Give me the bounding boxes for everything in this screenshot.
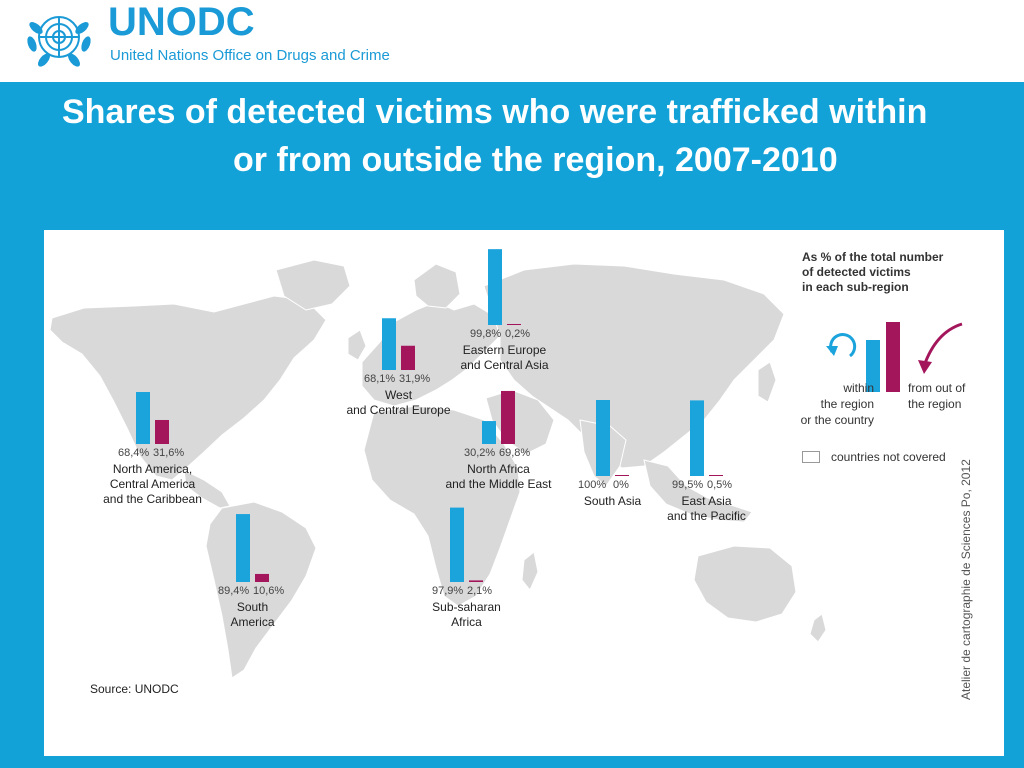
bar-outside [501,391,515,444]
legend-outside-bar [886,322,900,392]
region-name [329,388,469,418]
legend-outside-label [908,380,988,412]
bar-outside [155,420,169,444]
not-covered-label: countries not covered [831,450,946,464]
legend-within-line: the region [820,397,874,411]
legend-within-line: or the country [800,413,874,427]
value-label-within: 30,2% [464,447,496,459]
value-label-within: 99,5% [672,479,704,491]
region-name [434,462,564,492]
region-name-line: West [384,388,413,402]
region-name [208,600,298,630]
value-label-within: 68,4% [118,447,150,459]
bar-within [488,249,502,325]
source-note: Source: UNODC [90,682,179,696]
legend-within-label [764,380,874,428]
new-zealand-landmass [810,614,826,642]
value-label-within: 68,1% [364,373,396,385]
value-label-outside: 31,6% [153,447,185,459]
bar-outside [507,324,521,325]
bar-outside [255,574,269,582]
region-name-line: and the Middle East [445,477,552,491]
legend-heading-line: As % of the total number [802,250,944,264]
region-name-line: South [236,600,269,614]
bar-outside [709,475,723,476]
africa-landmass [364,406,520,606]
logo-subtitle: United Nations Office on Drugs and Crime [110,47,390,64]
circular-arrow-head [826,346,838,356]
region-name-line: Central America [109,477,196,491]
region-name-line: and Central Asia [460,358,549,372]
slide-title-line-1: Shares of detected victims who were trafficked within [62,93,928,131]
bar-outside [615,475,629,476]
bar-outside [401,346,415,370]
region-name-line: Sub-saharan [432,600,501,614]
curved-arrow-icon [924,324,962,366]
value-label-within: 100% [578,479,607,491]
bar-within [236,514,250,582]
legend-within-line: within [843,381,874,395]
region-name [652,494,762,524]
curved-arrow-head [918,360,932,374]
not-covered-swatch [802,451,820,463]
region-name-line: East Asia [681,494,732,508]
bar-within [136,392,150,444]
value-label-within: 89,4% [218,585,250,597]
value-label-outside: 0,2% [505,328,531,340]
region-name-line: North America, [112,462,193,476]
map-panel [44,230,1004,756]
bar-outside [469,580,483,582]
un-emblem-icon [22,4,96,70]
logo-wordmark: UNODC [108,0,255,44]
value-label-within: 99,8% [470,328,502,340]
north-america-landmass [50,296,326,480]
value-label-outside: 0% [613,479,629,491]
region-name [573,494,653,509]
bar-within [596,400,610,476]
region-name-line: and the Caribbean [103,492,202,506]
uk-landmass [348,330,366,360]
region-name [445,343,565,373]
region-name-line: America [230,615,275,629]
region-name-line: South Asia [583,494,642,508]
legend-outside-line: from out of [908,381,966,395]
region-name [417,600,517,630]
value-label-outside: 0,5% [707,479,733,491]
scandinavia-landmass [414,264,460,308]
bar-within [450,508,464,582]
region-name-line: Africa [451,615,482,629]
madagascar-landmass [522,552,538,590]
legend-outside-line: the region [908,397,962,411]
region-name-line: North Africa [467,462,530,476]
legend-heading [802,250,982,295]
header [0,0,1024,82]
slide-title-line-2: or from outside the region, 2007-2010 [233,141,838,179]
value-label-outside: 10,6% [253,585,285,597]
region-name [88,462,218,507]
bar-within [382,318,396,370]
region-name-line: Eastern Europe [462,343,547,357]
australia-landmass [694,546,796,622]
region-name-line: and Central Europe [346,403,451,417]
region-name-line: and the Pacific [667,509,746,523]
value-label-outside: 2,1% [467,585,493,597]
legend-heading-line: of detected victims [802,265,911,279]
value-label-within: 97,9% [432,585,464,597]
bar-within [482,421,496,444]
bar-within [690,400,704,476]
value-label-outside: 69,8% [499,447,531,459]
value-label-outside: 31,9% [399,373,431,385]
legend-heading-line: in each sub-region [802,280,909,294]
map-credit: Atelier de cartographie de Sciences Po, 2012 [959,459,973,700]
